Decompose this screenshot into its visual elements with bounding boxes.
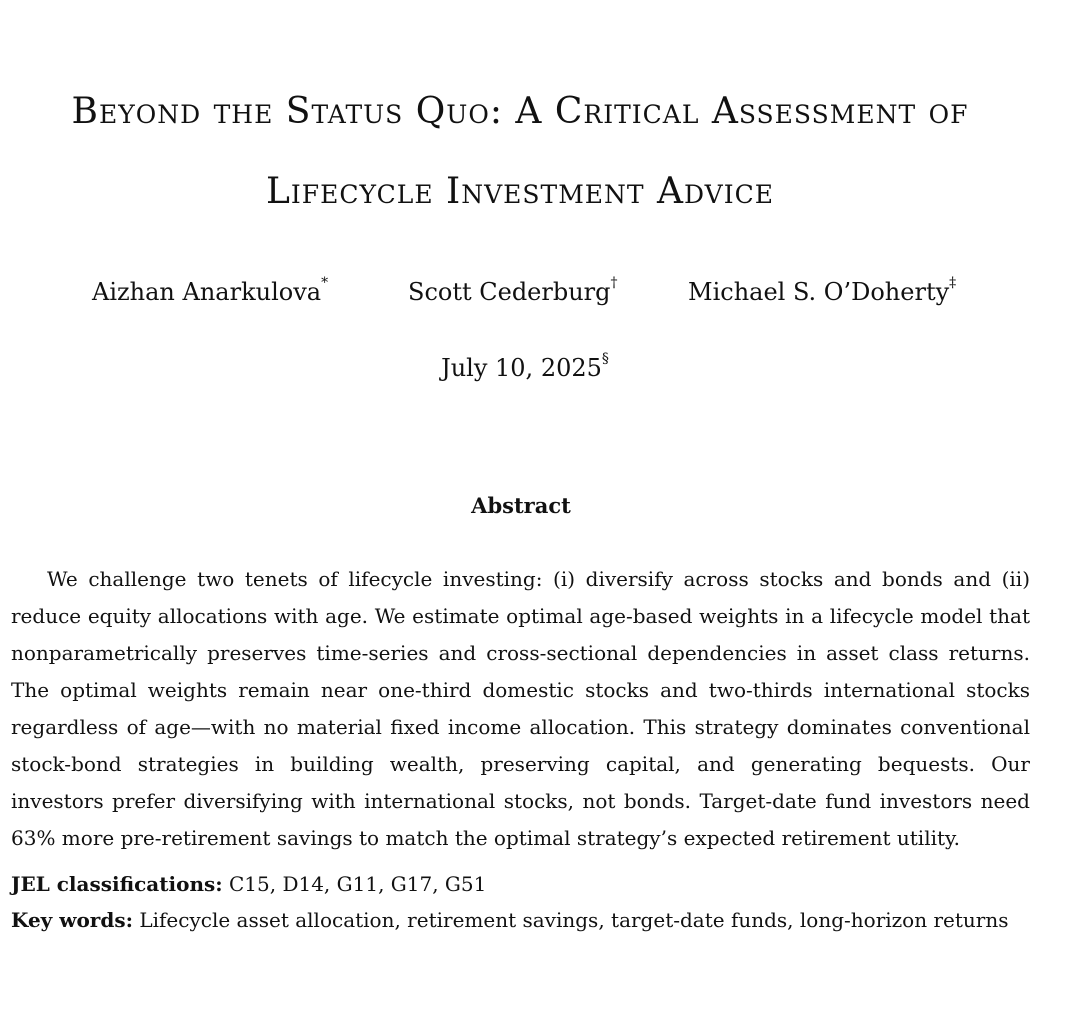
paper-title-line-2: Lifecycle Investment Advice [266,171,774,212]
key-words-list: Lifecycle asset allocation, retirement savings, target-date funds, long-horizon returns [139,908,1009,932]
abstract-heading: Abstract [471,493,571,518]
author-3-footnote-mark: ‡ [949,275,957,291]
key-words [11,905,1051,935]
jel-codes: C15, D14, G11, G17, G51 [228,872,487,896]
abstract-body: We challenge two tenets of lifecycle investing: (i) diversify across stocks and bonds and (ii) reduce equity allocations with age. We estimate optimal age-based weights in a lifecycle model that nonparametrically preserves time-series and cross-sectional dependencies in asset class returns. The optimal weights remain near one-third domestic stocks and two-thirds international stocks regardless of age—with no material fixed income allocation. This strategy dominates conventional stock-bond strategies in building wealth, preserving capital, and generating bequests. Our investors prefer diversifying with international stocks, not bonds. Target-date fund investors need 63% more pre-retirement savings to match the optimal strategy’s expected retirement utility. [11,567,1030,850]
author-1 [92,270,328,309]
jel-label: JEL classifications: [11,872,223,896]
paper-date [0,346,1050,385]
author-3 [688,270,956,309]
author-list [0,270,1052,304]
author-2 [408,270,618,309]
date-footnote-mark: § [601,351,609,367]
paper-date-text: July 10, 2025 [441,354,602,382]
jel-classifications [11,869,1051,899]
author-1-name: Aizhan Anarkulova [92,278,322,306]
author-2-footnote-mark: † [610,275,618,291]
key-words-label: Key words: [11,908,133,932]
author-2-name: Scott Cederburg [408,278,611,306]
author-3-name: Michael S. O’Doherty [688,278,950,306]
paper-title-line-1: Beyond the Status Quo: A Critical Assessment of [71,91,969,132]
author-1-footnote-mark: * [321,275,329,291]
